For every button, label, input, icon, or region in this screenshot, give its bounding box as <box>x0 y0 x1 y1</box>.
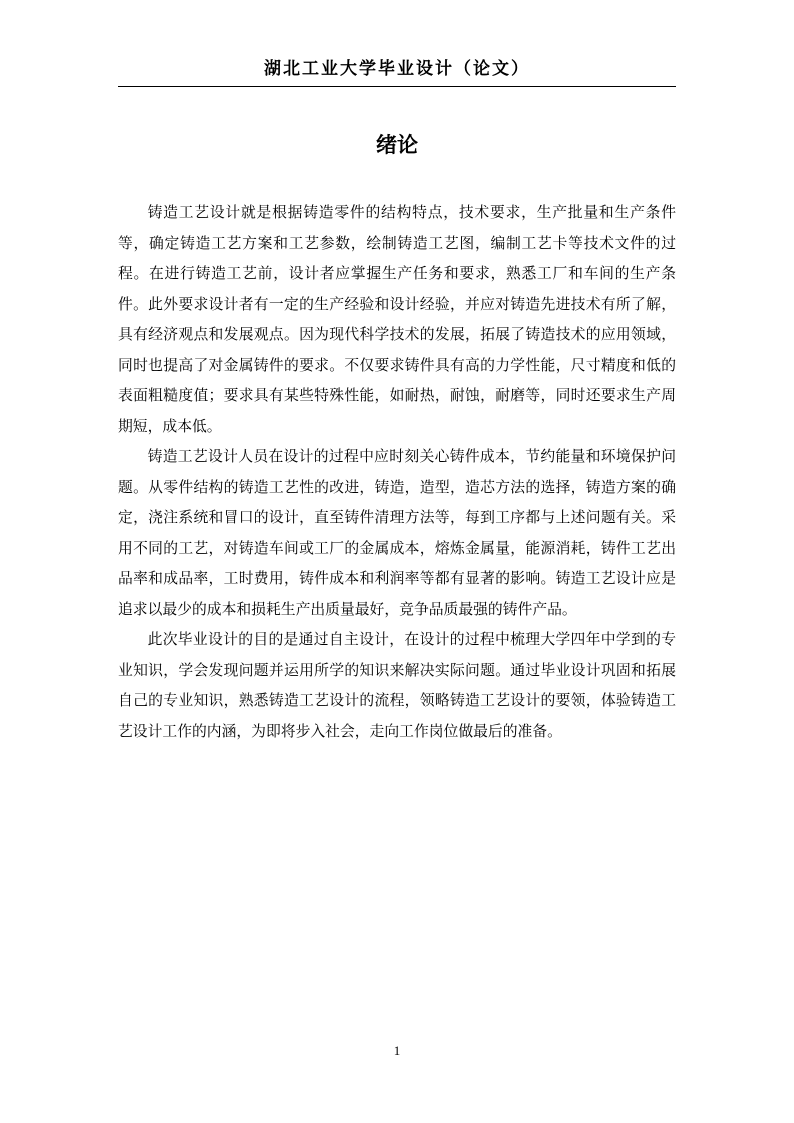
header-title: 湖北工业大学毕业设计（论文） <box>264 59 530 79</box>
page-header <box>118 56 676 87</box>
body-paragraph: 铸造工艺设计人员在设计的过程中应时刻关心铸件成本，节约能量和环境保护问题。从零件结构的铸造工艺性的改进，铸造，造型，造芯方法的选择，铸造方案的确定，浇注系统和冒口的设计，直至铸件清理方法等，每到工序都与上述问题有关。采用不同的工艺，对铸造车间或工厂的金属成本，熔炼金属量，能源消耗，铸件工艺出品率和成品率，工时费用，铸件成本和利润率等都有显著的影响。铸造工艺设计应是追求以最少的成本和损耗生产出质量最好，竞争品质最强的铸件产品。 <box>118 448 676 618</box>
page-number: 1 <box>393 1043 401 1058</box>
body-paragraph: 铸造工艺设计就是根据铸造零件的结构特点，技术要求，生产批量和生产条件等，确定铸造工艺方案和工艺参数，绘制铸造工艺图，编制工艺卡等技术文件的过程。在进行铸造工艺前，设计者应掌握生产任务和要求，熟悉工厂和车间的生产条件。此外要求设计者有一定的生产经验和设计经验，并应对铸造先进技术有所了解，具有经济观点和发展观点。因为现代科学技术的发展，拓展了铸造技术的应用领域，同时也提高了对金属铸件的要求。不仅要求铸件具有高的力学性能，尺寸精度和低的表面粗糙度值；要求具有某些特殊性能，如耐热，耐蚀，耐磨等，同时还要求生产周期短，成本低。 <box>118 204 676 435</box>
body-paragraph: 此次毕业设计的目的是通过自主设计，在设计的过程中梳理大学四年中学到的专业知识，学会发现问题并运用所学的知识来解决实际问题。通过毕业设计巩固和拓展自己的专业知识，熟悉铸造工艺设计的流程，领略铸造工艺设计的要领，体验铸造工艺设计工作的内涵，为即将步入社会，走向工作岗位做最后的准备。 <box>118 631 676 740</box>
page-title: 绪论 <box>376 133 418 157</box>
document-body <box>118 198 676 747</box>
